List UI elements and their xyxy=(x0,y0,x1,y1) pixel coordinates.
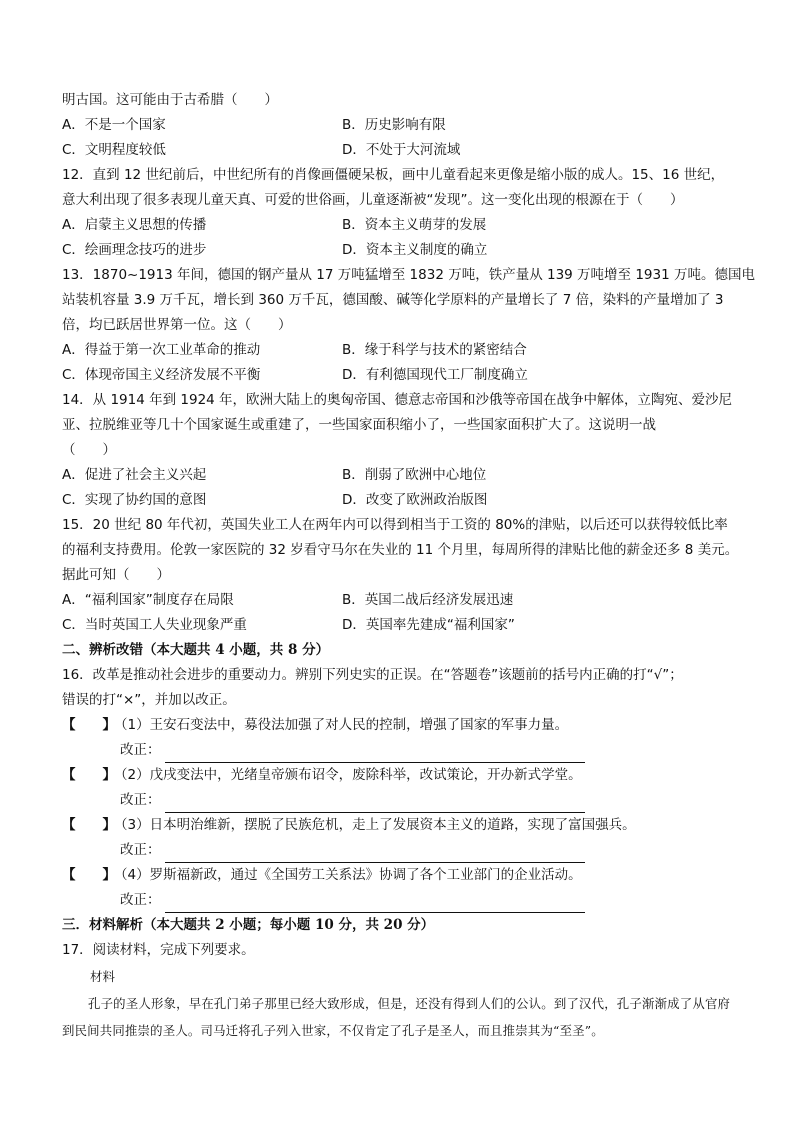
q16-text-line1: 16．改革是推动社会进步的重要动力。辨别下列史实的正误。在“答题卷”该题前的括号内正确的打“√”； xyxy=(62,667,683,683)
correction-label: 改正： xyxy=(120,842,161,858)
q14-text-line2: 亚、拉脱维亚等几十个国家诞生或重建了，一些国家面积缩小了，一些国家面积扩大了。这说明一战 xyxy=(62,417,656,433)
q14-text-line1: 14．从 1914 年到 1924 年，欧洲大陆上的奥匈帝国、德意志帝国和沙俄等帝国在战争中解体，立陶宛、爱沙尼 xyxy=(62,392,733,408)
correction-line[interactable] xyxy=(165,795,585,813)
correction-line[interactable] xyxy=(165,895,585,913)
q15-text-line2: 的福利支持费用。伦敦一家医院的 32 岁看守马尔在失业的 11 个月里，每周所得的津贴比他的薪金还多 8 美元。 xyxy=(62,542,739,558)
q16-item-3 xyxy=(62,813,742,838)
q12-option-a[interactable]: A．启蒙主义思想的传播 xyxy=(62,217,207,233)
q13-option-b[interactable]: B．缘于科学与技术的紧密结合 xyxy=(342,342,527,358)
q12-option-c[interactable]: C．绘画理念技巧的进步 xyxy=(62,242,207,258)
q16-item-4-text: （4）罗斯福新政，通过《全国劳工关系法》协调了各个工业部门的企业活动。 xyxy=(114,867,582,883)
q11-option-c[interactable]: C．文明程度较低 xyxy=(62,142,166,158)
q16-item-2 xyxy=(62,763,742,788)
q16-item-3-text: （3）日本明治维新，摆脱了民族危机，走上了发展资本主义的道路，实现了富国强兵。 xyxy=(114,817,636,833)
q16-correction-1 xyxy=(62,738,742,763)
q13-text-line3: 倍，均已跃居世界第一位。这（ ） xyxy=(62,317,292,333)
correction-label: 改正： xyxy=(120,792,161,808)
q11-option-b[interactable]: B．历史影响有限 xyxy=(342,117,446,133)
q11-text: 明古国。这可能由于古希腊（ ） xyxy=(62,92,278,108)
q15-options-row1 xyxy=(62,588,742,613)
q12-options-row1 xyxy=(62,213,742,238)
q12-options-row2 xyxy=(62,238,742,263)
q11-option-d[interactable]: D．不处于大河流域 xyxy=(342,142,461,158)
answer-bracket[interactable]: 【 】 xyxy=(62,867,116,883)
q17-text: 17．阅读材料，完成下列要求。 xyxy=(62,942,255,958)
q15-options-row2 xyxy=(62,613,742,638)
q14-option-a[interactable]: A．促进了社会主义兴起 xyxy=(62,467,207,483)
q11-options-row1 xyxy=(62,113,742,138)
q15-option-a[interactable]: A．“福利国家”制度存在局限 xyxy=(62,592,234,608)
q16-item-1 xyxy=(62,713,742,738)
correction-label: 改正： xyxy=(120,892,161,908)
material-title: 材料 xyxy=(90,969,116,984)
q16-item-4 xyxy=(62,863,742,888)
q13-options-row1 xyxy=(62,338,742,363)
answer-bracket[interactable]: 【 】 xyxy=(62,717,116,733)
q15-text-line1: 15．20 世纪 80 年代初，英国失业工人在两年内可以得到相当于工资的 80%的津贴，以后还可以获得较低比率 xyxy=(62,517,728,533)
q16-text-line2: 错误的打“×”，并加以改正。 xyxy=(62,692,236,708)
q13-text-line1: 13．1870~1913 年间，德国的钢产量从 17 万吨猛增至 1832 万吨，铁产量从 139 万吨增至 1931 万吨。德国电 xyxy=(62,267,755,283)
q16-correction-4 xyxy=(62,888,742,913)
q13-options-row2 xyxy=(62,363,742,388)
correction-line[interactable] xyxy=(165,845,585,863)
answer-bracket[interactable]: 【 】 xyxy=(62,767,116,783)
q12-text-line1: 12．直到 12 世纪前后，中世纪所有的肖像画僵硬呆板，画中儿童看起来更像是缩小版的成人。15、16 世纪， xyxy=(62,167,725,183)
q14-text-line3: （ ） xyxy=(62,442,116,458)
exam-page xyxy=(62,88,755,1044)
correction-label: 改正： xyxy=(120,742,161,758)
q16-correction-2 xyxy=(62,788,742,813)
q14-option-d[interactable]: D．改变了欧洲政治版图 xyxy=(342,492,488,508)
q14-option-b[interactable]: B．削弱了欧洲中心地位 xyxy=(342,467,487,483)
q14-option-c[interactable]: C．实现了协约国的意图 xyxy=(62,492,207,508)
q11-option-a[interactable]: A．不是一个国家 xyxy=(62,117,166,133)
q13-text-line2: 站装机容量 3.9 万千瓦，增长到 360 万千瓦，德国酸、碱等化学原料的产量增长了 7 倍，染料的产量增加了 3 xyxy=(62,292,724,308)
q15-option-b[interactable]: B．英国二战后经济发展迅速 xyxy=(342,592,514,608)
q13-option-c[interactable]: C．体现帝国主义经济发展不平衡 xyxy=(62,367,261,383)
q15-option-d[interactable]: D．英国率先建成“福利国家” xyxy=(342,617,515,633)
q15-text-line3: 据此可知（ ） xyxy=(62,567,170,583)
section3-heading: 三．材料解析（本大题共 2 小题；每小题 10 分，共 20 分） xyxy=(62,917,435,933)
q16-item-1-text: （1）王安石变法中，募役法加强了对人民的控制，增强了国家的军事力量。 xyxy=(114,717,569,733)
q14-options-row2 xyxy=(62,488,742,513)
q12-text-line2: 意大利出现了很多表现儿童天真、可爱的世俗画，儿童逐渐被“发现”。这一变化出现的根源在于（ ） xyxy=(62,192,684,208)
q14-options-row1 xyxy=(62,463,742,488)
q16-item-2-text: （2）戊戌变法中，光绪皇帝颁布诏令，废除科举，改试策论，开办新式学堂。 xyxy=(114,767,582,783)
q12-option-d[interactable]: D．资本主义制度的确立 xyxy=(342,242,488,258)
section2-heading: 二、辨析改错（本大题共 4 小题，共 8 分） xyxy=(62,642,330,658)
correction-line[interactable] xyxy=(165,745,585,763)
q12-option-b[interactable]: B．资本主义萌芽的发展 xyxy=(342,217,487,233)
q13-option-a[interactable]: A．得益于第一次工业革命的推动 xyxy=(62,342,261,358)
answer-bracket[interactable]: 【 】 xyxy=(62,817,116,833)
q16-correction-3 xyxy=(62,838,742,863)
q13-option-d[interactable]: D．有利德国现代工厂制度确立 xyxy=(342,367,528,383)
q11-options-row2 xyxy=(62,138,742,163)
material-text: 孔子的圣人形象，早在孔门弟子那里已经大致形成，但是，还没有得到人们的公认。到了汉代，孔子渐渐成了从官府到民间共同推崇的圣人。司马迁将孔子列入世家，不仅肯定了孔子是圣人，而且推崇其为“至圣”。 xyxy=(62,996,731,1038)
q15-option-c[interactable]: C．当时英国工人失业现象严重 xyxy=(62,617,247,633)
